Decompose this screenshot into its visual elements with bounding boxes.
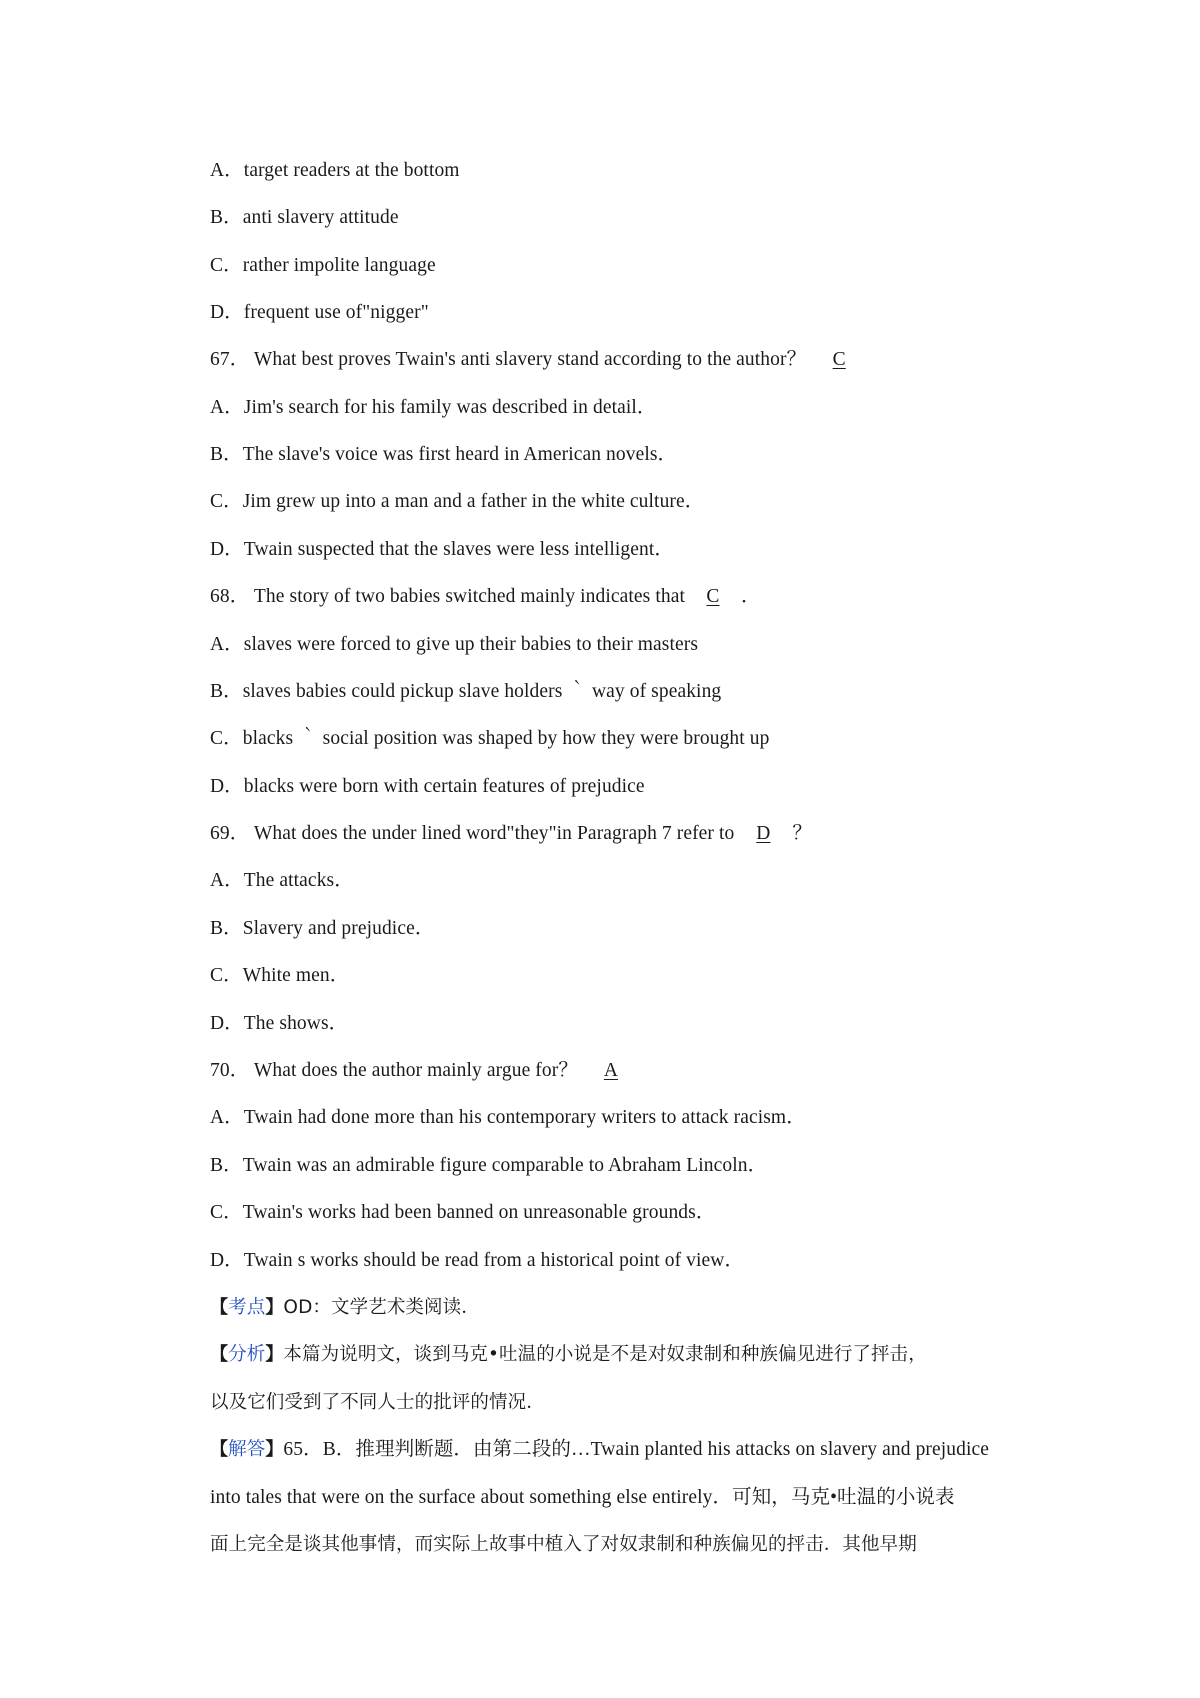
section-bracket-close: 】: [265, 1297, 284, 1318]
option-67-a: [210, 395, 657, 421]
option-text: blacks were born with certain features of prejudice: [243, 776, 645, 797]
option-text: The slave's voice was first heard in American novels．: [242, 444, 678, 465]
option-text: Twain's works had been banned on unreasonable grounds．: [242, 1202, 716, 1223]
option-letter: C．: [210, 1202, 243, 1223]
option-text: The shows．: [243, 1013, 349, 1034]
jieda-line-2: into tales that were on the surface about something else entirely．可知，马克•吐温的小说表: [210, 1487, 955, 1508]
option-letter: B．: [210, 1155, 243, 1176]
option-69-a: [210, 868, 354, 894]
answer-blank: D: [756, 823, 771, 844]
question-tail: ．: [740, 586, 761, 607]
option-letter: A．: [210, 634, 244, 655]
option-letter: B．: [210, 918, 243, 939]
option-text: anti slavery attitude: [242, 207, 399, 228]
option-text: frequent use of"nigger": [243, 302, 429, 323]
question-tail: ？: [792, 823, 812, 844]
option-text: Twain s works should be read from a historical point of view．: [243, 1250, 745, 1271]
option-letter: A．: [210, 870, 244, 891]
fenxi-line-2: 以及它们受到了不同人士的批评的情况．: [210, 1392, 545, 1413]
option-68-d: [210, 774, 645, 800]
option-69-c: [210, 963, 349, 989]
answer-blank: C: [706, 586, 720, 607]
option-letter: C．: [210, 255, 243, 276]
option-70-d: [210, 1248, 744, 1274]
option-text: Twain was an admirable figure comparable to Abraham Lincoln．: [242, 1155, 768, 1176]
section-bracket-open: 【: [210, 1297, 229, 1318]
question-stem: 69． What does the under lined word"they"in Paragraph 7 refer to: [210, 823, 735, 844]
option-70-a: [210, 1105, 806, 1131]
option-letter: C．: [210, 965, 243, 986]
option-text: target readers at the bottom: [243, 160, 460, 181]
fenxi-text-1: 本篇为说明文，谈到马克•吐温的小说是不是对奴隶制和种族偏见进行了抨击，: [283, 1344, 927, 1365]
option-67-c: [210, 489, 704, 515]
option-text: Twain had done more than his contemporary writers to attack racism．: [243, 1107, 806, 1128]
option-69-b: [210, 916, 434, 942]
section-bracket-close: 】: [265, 1344, 284, 1365]
section-bracket-open: 【: [210, 1344, 229, 1365]
kaodian-line: [210, 1295, 480, 1321]
option-letter: C．: [210, 491, 243, 512]
option-text: White men．: [242, 965, 350, 986]
jieda-line-1: [210, 1437, 989, 1463]
option-letter: C．: [210, 728, 243, 749]
option-66-d: [210, 300, 429, 326]
jieda-text-1: 65．B．推理判断题．由第二段的…Twain planted his attacks on slavery and prejudice: [283, 1439, 990, 1460]
option-68-c: [210, 726, 769, 752]
option-text: Twain suspected that the slaves were less intelligent．: [243, 539, 675, 560]
section-bracket-close: 】: [265, 1439, 284, 1460]
option-letter: D．: [210, 1250, 244, 1271]
section-label-kaodian: 考点: [228, 1297, 266, 1318]
question-68: [210, 584, 761, 610]
option-letter: D．: [210, 302, 244, 323]
option-68-a: [210, 632, 698, 658]
option-letter: A．: [210, 160, 244, 181]
option-70-c: [210, 1200, 715, 1226]
jieda-line-3: 面上完全是谈其他事情，而实际上故事中植入了对奴隶制和种族偏见的抨击．其他早期: [210, 1534, 917, 1555]
question-stem: 70． What does the author mainly argue for？: [210, 1060, 578, 1081]
option-68-b: [210, 679, 721, 705]
option-69-d: [210, 1011, 348, 1037]
option-text: slaves babies could pickup slave holders ｀ way of speaking: [242, 681, 722, 702]
option-text: Jim's search for his family was described in detail．: [243, 397, 657, 418]
question-69: [210, 821, 812, 847]
option-text: blacks ｀ social position was shaped by how they were brought up: [242, 728, 770, 749]
question-67: [210, 347, 868, 373]
option-letter: B．: [210, 444, 243, 465]
answer-blank: A: [603, 1060, 619, 1081]
fenxi-line-1: [210, 1342, 927, 1368]
section-bracket-open: 【: [210, 1439, 229, 1460]
section-label-jieda: 解答: [228, 1439, 266, 1460]
section-label-fenxi: 分析: [228, 1344, 266, 1365]
option-text: rather impolite language: [242, 255, 436, 276]
answer-blank: C: [832, 349, 846, 370]
option-66-b: [210, 205, 399, 231]
option-text: Slavery and prejudice．: [242, 918, 435, 939]
option-letter: D．: [210, 776, 244, 797]
option-text: Jim grew up into a man and a father in the white culture．: [242, 491, 705, 512]
option-text: slaves were forced to give up their babies to their masters: [243, 634, 699, 655]
option-66-a: [210, 158, 460, 184]
kaodian-text: OD：文学艺术类阅读．: [283, 1297, 480, 1318]
question-stem: 68． The story of two babies switched mainly indicates that: [210, 586, 685, 607]
option-67-d: [210, 537, 674, 563]
option-letter: A．: [210, 397, 244, 418]
option-67-b: [210, 442, 677, 468]
option-letter: B．: [210, 207, 243, 228]
option-text: The attacks．: [243, 870, 354, 891]
option-letter: D．: [210, 539, 244, 560]
option-letter: D．: [210, 1013, 244, 1034]
option-letter: A．: [210, 1107, 244, 1128]
option-66-c: [210, 253, 436, 279]
option-letter: B．: [210, 681, 243, 702]
question-70: [210, 1058, 640, 1084]
question-stem: 67． What best proves Twain's anti slavery stand according to the author？: [210, 349, 807, 370]
option-70-b: [210, 1153, 767, 1179]
